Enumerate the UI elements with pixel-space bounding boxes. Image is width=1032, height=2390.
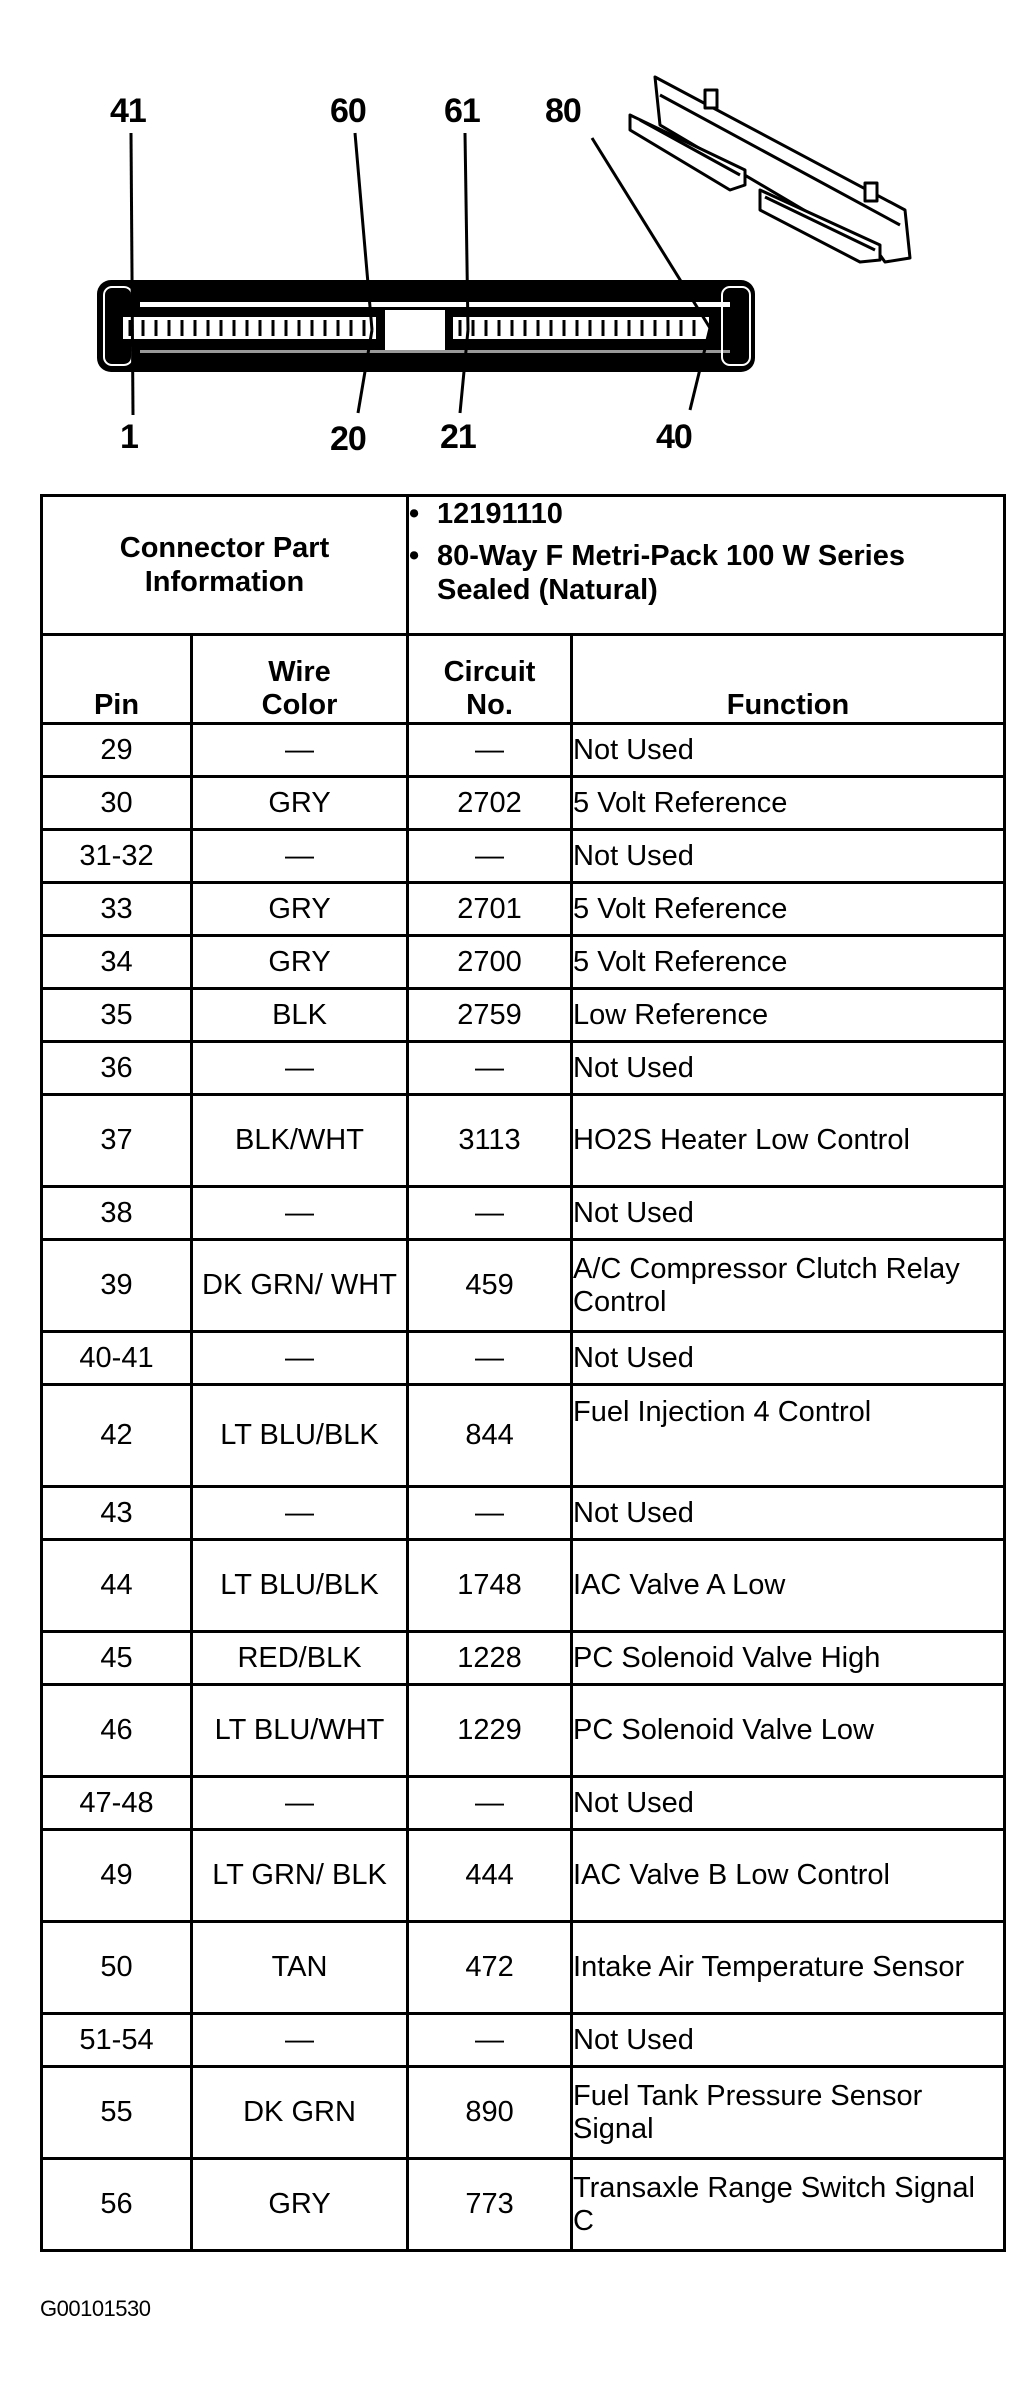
function-cell: Not Used <box>572 1042 1005 1095</box>
table-row <box>42 1777 1005 1830</box>
pin-label-60: 60 <box>330 92 366 130</box>
column-header-wire-color: Wire Color <box>192 635 408 724</box>
column-header-row <box>42 635 1005 724</box>
circuit-cell: 472 <box>408 1922 572 2014</box>
pin-cell: 33 <box>42 883 192 936</box>
function-cell: Not Used <box>572 2014 1005 2067</box>
wire-color-cell: — <box>192 1777 408 1830</box>
figure-id-caption: G00101530 <box>40 2296 151 2321</box>
pin-label-80: 80 <box>545 92 581 130</box>
function-cell: Transaxle Range Switch Signal C <box>572 2159 1005 2251</box>
wire-color-cell: — <box>192 724 408 777</box>
connector-description-item <box>409 539 1003 607</box>
function-cell: Not Used <box>572 1487 1005 1540</box>
connector-3d-view-icon <box>0 0 1032 480</box>
pin-cell: 51-54 <box>42 2014 192 2067</box>
function-cell: 5 Volt Reference <box>572 777 1005 830</box>
pin-label-40: 40 <box>656 418 692 456</box>
table-row <box>42 777 1005 830</box>
circuit-cell: 444 <box>408 1830 572 1922</box>
function-cell: HO2S Heater Low Control <box>572 1095 1005 1187</box>
pin-cell: 44 <box>42 1540 192 1632</box>
table-row <box>42 1332 1005 1385</box>
table-row <box>42 936 1005 989</box>
function-cell: Not Used <box>572 830 1005 883</box>
wire-color-cell: — <box>192 1487 408 1540</box>
pin-cell: 42 <box>42 1385 192 1487</box>
table-row <box>42 1540 1005 1632</box>
function-cell: 5 Volt Reference <box>572 883 1005 936</box>
pin-cell: 56 <box>42 2159 192 2251</box>
pin-label-41: 41 <box>110 92 146 130</box>
circuit-cell: — <box>408 1042 572 1095</box>
pin-label-20: 20 <box>330 420 366 458</box>
circuit-cell: 773 <box>408 2159 572 2251</box>
table-row <box>42 1487 1005 1540</box>
pin-cell: 50 <box>42 1922 192 2014</box>
circuit-cell: 3113 <box>408 1095 572 1187</box>
table-row <box>42 1240 1005 1332</box>
wire-color-cell: GRY <box>192 936 408 989</box>
wire-color-cell: LT BLU/WHT <box>192 1685 408 1777</box>
wire-color-cell: TAN <box>192 1922 408 2014</box>
table-row <box>42 1095 1005 1187</box>
function-cell: PC Solenoid Valve High <box>572 1632 1005 1685</box>
pin-cell: 29 <box>42 724 192 777</box>
circuit-cell: 1228 <box>408 1632 572 1685</box>
bullet-icon: • <box>409 498 420 530</box>
connector-info-row <box>42 496 1005 635</box>
circuit-cell: 2701 <box>408 883 572 936</box>
pin-cell: 47-48 <box>42 1777 192 1830</box>
function-cell: PC Solenoid Valve Low <box>572 1685 1005 1777</box>
wire-color-cell: GRY <box>192 2159 408 2251</box>
wire-color-cell: DK GRN/ WHT <box>192 1240 408 1332</box>
table-row <box>42 1685 1005 1777</box>
connector-info-value <box>408 496 1005 635</box>
circuit-cell: 2702 <box>408 777 572 830</box>
column-header-circuit-no: Circuit No. <box>408 635 572 724</box>
connector-description: 80-Way F Metri-Pack 100 W Series Sealed (Natural) <box>437 540 905 606</box>
pin-cell: 46 <box>42 1685 192 1777</box>
table-row <box>42 1187 1005 1240</box>
table-row <box>42 2014 1005 2067</box>
circuit-cell: 459 <box>408 1240 572 1332</box>
circuit-cell: — <box>408 1487 572 1540</box>
table-row <box>42 1042 1005 1095</box>
wire-color-cell: GRY <box>192 777 408 830</box>
wire-color-cell: — <box>192 2014 408 2067</box>
wire-color-cell: — <box>192 1332 408 1385</box>
circuit-cell: — <box>408 1187 572 1240</box>
table-row <box>42 724 1005 777</box>
column-header-function: Function <box>572 635 1005 724</box>
function-cell: Not Used <box>572 1777 1005 1830</box>
function-cell: A/C Compressor Clutch Relay Control <box>572 1240 1005 1332</box>
wire-color-cell: — <box>192 1187 408 1240</box>
connector-info-label-line2: Information <box>144 566 305 598</box>
wire-color-cell: BLK <box>192 989 408 1042</box>
pin-cell: 30 <box>42 777 192 830</box>
circuit-cell: 1748 <box>408 1540 572 1632</box>
function-cell: Low Reference <box>572 989 1005 1042</box>
function-cell: IAC Valve A Low <box>572 1540 1005 1632</box>
wire-color-cell: LT BLU/BLK <box>192 1385 408 1487</box>
function-cell: Not Used <box>572 724 1005 777</box>
function-cell: Not Used <box>572 1187 1005 1240</box>
function-cell: IAC Valve B Low Control <box>572 1830 1005 1922</box>
circuit-cell: 2759 <box>408 989 572 1042</box>
circuit-cell: — <box>408 724 572 777</box>
table-row <box>42 1632 1005 1685</box>
pin-cell: 39 <box>42 1240 192 1332</box>
wire-color-cell: GRY <box>192 883 408 936</box>
pin-cell: 49 <box>42 1830 192 1922</box>
pin-cell: 36 <box>42 1042 192 1095</box>
wire-color-cell: LT BLU/BLK <box>192 1540 408 1632</box>
column-header-pin: Pin <box>42 635 192 724</box>
table-row <box>42 883 1005 936</box>
pin-label-1: 1 <box>120 418 138 456</box>
function-cell: Fuel Tank Pressure Sensor Signal <box>572 2067 1005 2159</box>
table-row <box>42 2159 1005 2251</box>
wire-color-cell: LT GRN/ BLK <box>192 1830 408 1922</box>
circuit-cell: — <box>408 830 572 883</box>
pin-cell: 34 <box>42 936 192 989</box>
table-row <box>42 830 1005 883</box>
table-row <box>42 1922 1005 2014</box>
connector-info-label-line1: Connector Part <box>119 532 330 564</box>
table-row <box>42 1830 1005 1922</box>
table-row <box>42 989 1005 1042</box>
wire-color-cell: — <box>192 830 408 883</box>
circuit-cell: — <box>408 1777 572 1830</box>
function-cell: Intake Air Temperature Sensor <box>572 1922 1005 2014</box>
pinout-table <box>40 494 1006 2252</box>
pin-cell: 40-41 <box>42 1332 192 1385</box>
connector-info-label <box>42 496 408 635</box>
pin-cell: 38 <box>42 1187 192 1240</box>
pin-cell: 45 <box>42 1632 192 1685</box>
function-cell: 5 Volt Reference <box>572 936 1005 989</box>
pin-cell: 43 <box>42 1487 192 1540</box>
circuit-cell: — <box>408 1332 572 1385</box>
part-number-item <box>409 497 1003 531</box>
pin-cell: 55 <box>42 2067 192 2159</box>
pin-cell: 37 <box>42 1095 192 1187</box>
function-cell: Not Used <box>572 1332 1005 1385</box>
pin-cell: 31-32 <box>42 830 192 883</box>
wire-color-cell: DK GRN <box>192 2067 408 2159</box>
pin-label-61: 61 <box>444 92 480 130</box>
pin-cell: 35 <box>42 989 192 1042</box>
pin-label-21: 21 <box>440 418 476 456</box>
circuit-cell: — <box>408 2014 572 2067</box>
circuit-cell: 1229 <box>408 1685 572 1777</box>
bullet-icon: • <box>409 540 420 572</box>
wire-color-cell: RED/BLK <box>192 1632 408 1685</box>
table-row <box>42 2067 1005 2159</box>
wire-color-cell: BLK/WHT <box>192 1095 408 1187</box>
circuit-cell: 2700 <box>408 936 572 989</box>
wire-color-cell: — <box>192 1042 408 1095</box>
circuit-cell: 890 <box>408 2067 572 2159</box>
function-cell: Fuel Injection 4 Control <box>572 1385 1005 1487</box>
connector-diagram <box>0 0 1032 480</box>
circuit-cell: 844 <box>408 1385 572 1487</box>
part-number: 12191110 <box>437 498 563 530</box>
table-row <box>42 1385 1005 1487</box>
